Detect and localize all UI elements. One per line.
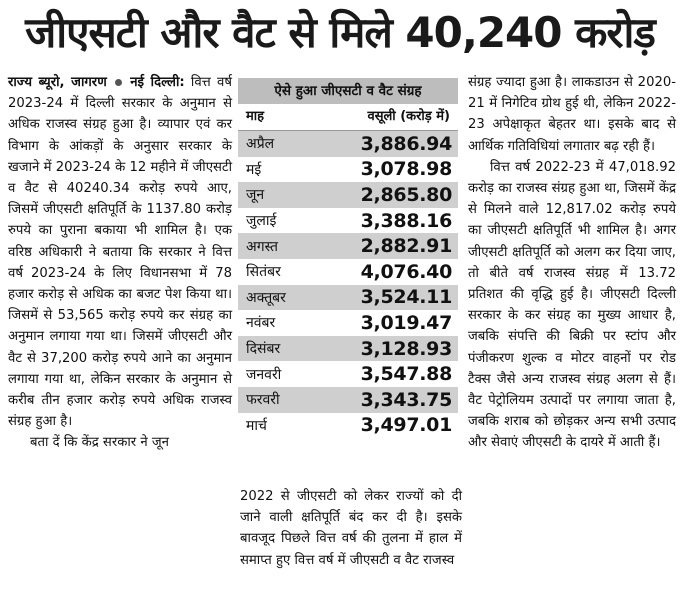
table-row	[238, 233, 458, 259]
table-row	[238, 259, 458, 285]
row-month: अक्तूबर	[246, 289, 286, 306]
row-amount: 3,524.11	[360, 286, 452, 309]
table-row	[238, 336, 458, 362]
bullet-icon	[115, 79, 122, 86]
row-month: जनवरी	[246, 366, 282, 383]
article-paragraph: संग्रह ज्यादा हुआ है। लाकडाउन से 2020-21 में निगेटिव ग्रोथ हुई थी, लेकिन 2022-23 अपेक्षाकृत बेहतर था। इसके बाद से आर्थिक गतिविधियां लगातार बढ़ रही हैं।	[468, 75, 676, 154]
row-month: जून	[246, 187, 265, 204]
table-row	[238, 361, 458, 387]
row-month: अगस्त	[246, 238, 279, 255]
collection-table	[238, 78, 458, 438]
row-amount: 3,128.93	[360, 337, 452, 360]
row-amount: 3,019.47	[360, 311, 452, 334]
table-row	[238, 413, 458, 439]
row-amount: 3,547.88	[360, 363, 452, 386]
row-month: अप्रैल	[246, 136, 275, 153]
row-month: मई	[246, 161, 262, 178]
table-body	[238, 131, 458, 438]
article-paragraph: बता दें कि केंद्र सरकार ने जून	[30, 435, 169, 451]
article-paragraph	[8, 72, 232, 432]
row-amount: 3,886.94	[360, 132, 452, 155]
table-row	[238, 387, 458, 413]
article-column-2	[240, 486, 462, 571]
dateline: राज्य ब्यूरो, जागरण	[8, 75, 107, 90]
row-month: फरवरी	[246, 392, 280, 409]
paragraph-text: वित्त वर्ष 2023-24 में दिल्ली सरकार के अनुमान से अधिक राजस्व संग्रह हुआ है। व्यापार एवं कर विभाग के आंकड़ों के अनुसार सरकार के खजाने में 2023-24 के 12 महीने में जीएसटी व वैट से 40240.34 करोड़ रुपये आए, जिसमें जीएसटी क्षतिपूर्ति के 1137.80 करोड़ रुपये का पुराना बकाया भी शामिल है। एक वरिष्ठ अधिकारी ने बताया कि सरकार ने वित्त वर्ष 2023-24 के लिए विधानसभा में 78 हजार करोड़ से अधिक का बजट पेश किया था। जिसमें से 53,565 करोड़ रुपये कर संग्रह का अनुमान लगाया गया था। जिसमें जीएसटी और वैट से 37,200 करोड़ रुपये आने का अनुमान लगाया गया था, लेकिन सरकार के अनुमान से करीब तीन हजार करोड़ रुपये अधिक राजस्व संग्रह हुआ है।	[8, 75, 232, 430]
row-amount: 2,865.80	[360, 183, 452, 206]
header-month: माह	[246, 109, 265, 124]
table-row	[238, 131, 458, 157]
row-amount: 2,882.91	[360, 235, 452, 258]
row-month: दिसंबर	[246, 341, 281, 358]
table-row	[238, 157, 458, 183]
table-title: ऐसे हुआ जीएसटी व वैट संग्रह	[238, 78, 458, 104]
row-month: मार्च	[246, 417, 267, 434]
row-amount: 3,343.75	[360, 388, 452, 411]
article-column-1	[8, 72, 232, 454]
table-row	[238, 208, 458, 234]
headline: जीएसटी और वैट से मिले 40,240 करोड़	[25, 8, 655, 57]
table-row	[238, 182, 458, 208]
row-amount: 3,388.16	[360, 209, 452, 232]
table-row	[238, 310, 458, 336]
table-header	[238, 104, 458, 131]
article-paragraph: 2022 से जीएसटी को लेकर राज्यों को दी जाने वाली क्षतिपूर्ति बंद कर दी है। इसके बावजूद पिछले वित्त वर्ष की तुलना में हाल में समाप्त हुए वित्त वर्ष में जीएसटी व वैट राजस्व	[240, 489, 462, 568]
row-month: सितंबर	[246, 264, 281, 281]
row-amount: 4,076.40	[360, 260, 452, 283]
row-month: जुलाई	[246, 213, 277, 230]
row-amount: 3,497.01	[360, 414, 452, 437]
table-row	[238, 285, 458, 311]
article-paragraph: वित्त वर्ष 2022-23 में 47,018.92 करोड़ का राजस्व संग्रह हुआ था, जिसमें केंद्र से मिलने वाले 12,817.02 करोड़ रुपये का जीएसटी क्षतिपूर्ति भी शामिल है। अगर जीएसटी क्षतिपूर्ति को अलग कर दिया जाए, तो बीते वर्ष राजस्व संग्रह में 13.72 प्रतिशत की वृद्धि हुई है। जीएसटी दिल्ली सरकार के कर संग्रह का मुख्य आधार है, जबकि संपत्ति की बिक्री पर स्टांप और पंजीकरण शुल्क व मोटर वाहनों पर रोड टैक्स जैसे अन्य राजस्व संग्रह अलग से हैं। वैट पेट्रोलियम उत्पादों पर लगाया जाता है, जबकि शराब को छोड़कर अन्य सभी उत्पाद और सेवाएं जीएसटी के दायरे में आती हैं।	[468, 159, 676, 451]
row-amount: 3,078.98	[360, 158, 452, 181]
header-amount: वसूली (करोड़ में)	[367, 109, 450, 124]
row-month: नवंबर	[246, 315, 276, 332]
article-column-3	[468, 72, 676, 454]
city: नई दिल्ली:	[130, 75, 185, 90]
